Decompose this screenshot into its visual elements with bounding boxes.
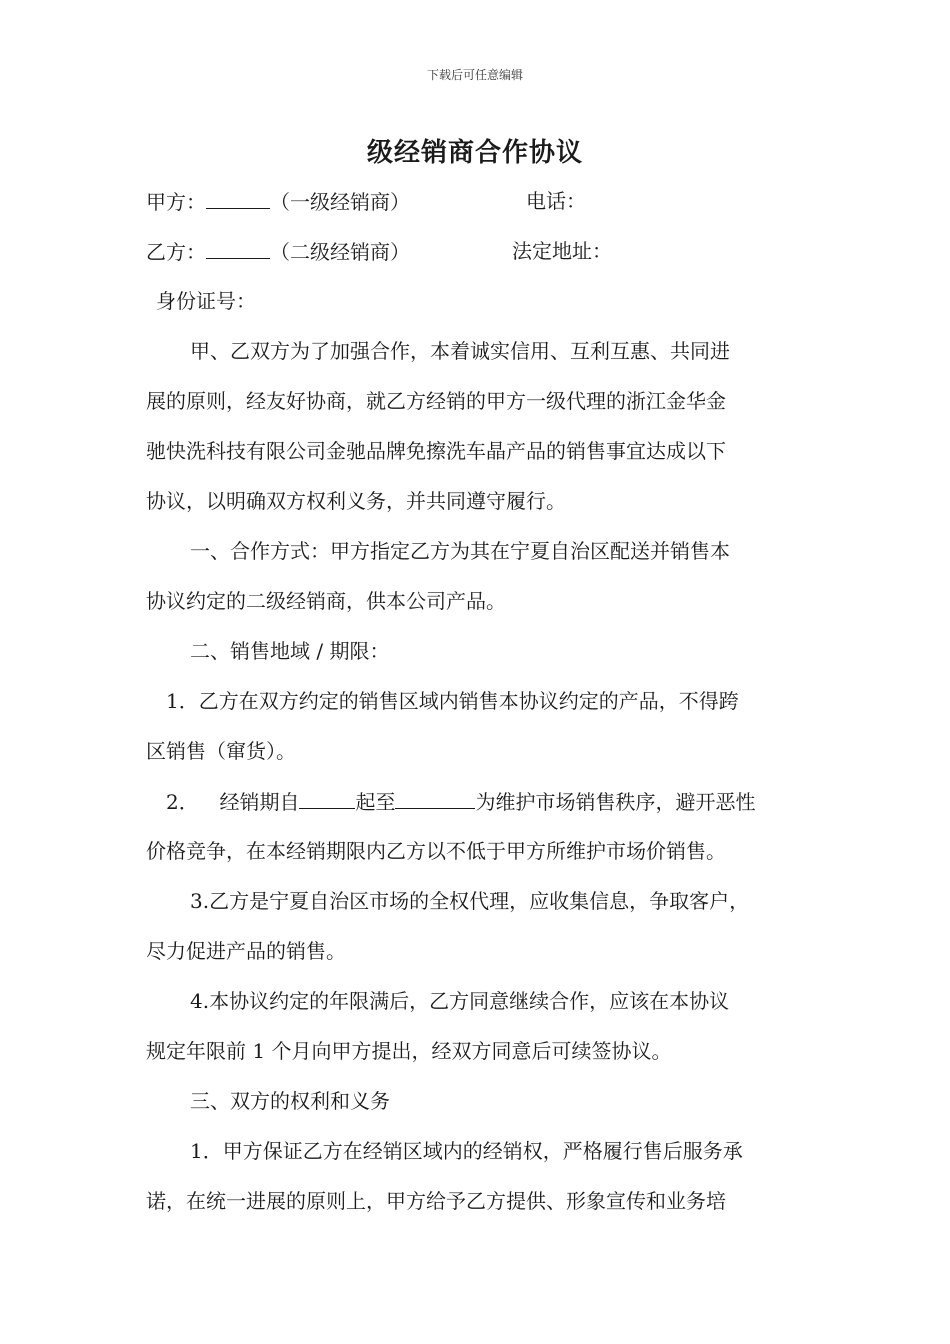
term-number: 2． — [166, 790, 199, 814]
party-a-contact-label: 电话： — [526, 189, 586, 213]
term-start-label: 经销期自 — [219, 790, 300, 814]
paragraph-line: 4.本协议约定的年限满后，乙方同意继续合作，应该在本协议 — [190, 989, 730, 1013]
party-a-line — [146, 186, 826, 217]
term-rest: 为维护市场销售秩序，避开恶性 — [475, 790, 756, 814]
paragraph-line: 尽力促进产品的销售。 — [146, 939, 346, 963]
term-end-label: 起至 — [355, 790, 396, 814]
paragraph-line: 价格竞争，在本经销期限内乙方以不低于甲方所维护市场价销售。 — [146, 839, 726, 863]
section-heading: 二、销售地域 / 期限： — [190, 639, 390, 663]
document-title: 级经销商合作协议 — [366, 138, 583, 168]
paragraph-line: 驰快洗科技有限公司金驰品牌免擦洗车晶产品的销售事宜达成以下 — [146, 439, 726, 463]
party-a-role: （一级经销商） — [270, 190, 410, 214]
party-b-address-label: 法定地址： — [512, 239, 612, 263]
term-end-blank — [395, 786, 475, 809]
party-b-line — [146, 236, 826, 267]
paragraph-line: 一、合作方式：甲方指定乙方为其在宁夏自治区配送并销售本 — [190, 539, 730, 563]
paragraph-line: 1．甲方保证乙方在经销区域内的经销权，严格履行售后服务承 — [190, 1139, 743, 1163]
section-heading: 三、双方的权利和义务 — [190, 1089, 390, 1113]
party-b-label: 乙方： — [146, 240, 206, 264]
paragraph-line: 区销售（窜货）。 — [146, 739, 296, 763]
paragraph-line: 协议约定的二级经销商，供本公司产品。 — [146, 589, 506, 613]
paragraph-line: 甲、乙双方为了加强合作，本着诚实信用、互利互惠、共同进 — [190, 339, 730, 363]
party-a-blank — [206, 186, 270, 209]
paragraph-line: 诺，在统一进展的原则上，甲方给予乙方提供、形象宣传和业务培 — [146, 1189, 726, 1213]
paragraph-line: 1．乙方在双方约定的销售区域内销售本协议约定的产品，不得跨 — [166, 689, 739, 713]
term-line — [166, 786, 846, 817]
header-note: 下载后可任意编辑 — [426, 68, 523, 82]
paragraph-line: 3.乙方是宁夏自治区市场的全权代理，应收集信息，争取客户， — [190, 889, 750, 913]
paragraph-line: 规定年限前 1 个月向甲方提出，经双方同意后可续签协议。 — [146, 1039, 672, 1063]
paragraph-line: 展的原则，经友好协商，就乙方经销的甲方一级代理的浙江金华金 — [146, 389, 726, 413]
paragraph-line: 协议，以明确双方权利义务，并共同遵守履行。 — [146, 489, 566, 513]
party-b-role: （二级经销商） — [270, 240, 410, 264]
id-line: 身份证号： — [156, 289, 256, 313]
term-start-blank — [299, 786, 355, 809]
party-a-label: 甲方： — [146, 190, 206, 214]
party-b-blank — [206, 236, 270, 259]
